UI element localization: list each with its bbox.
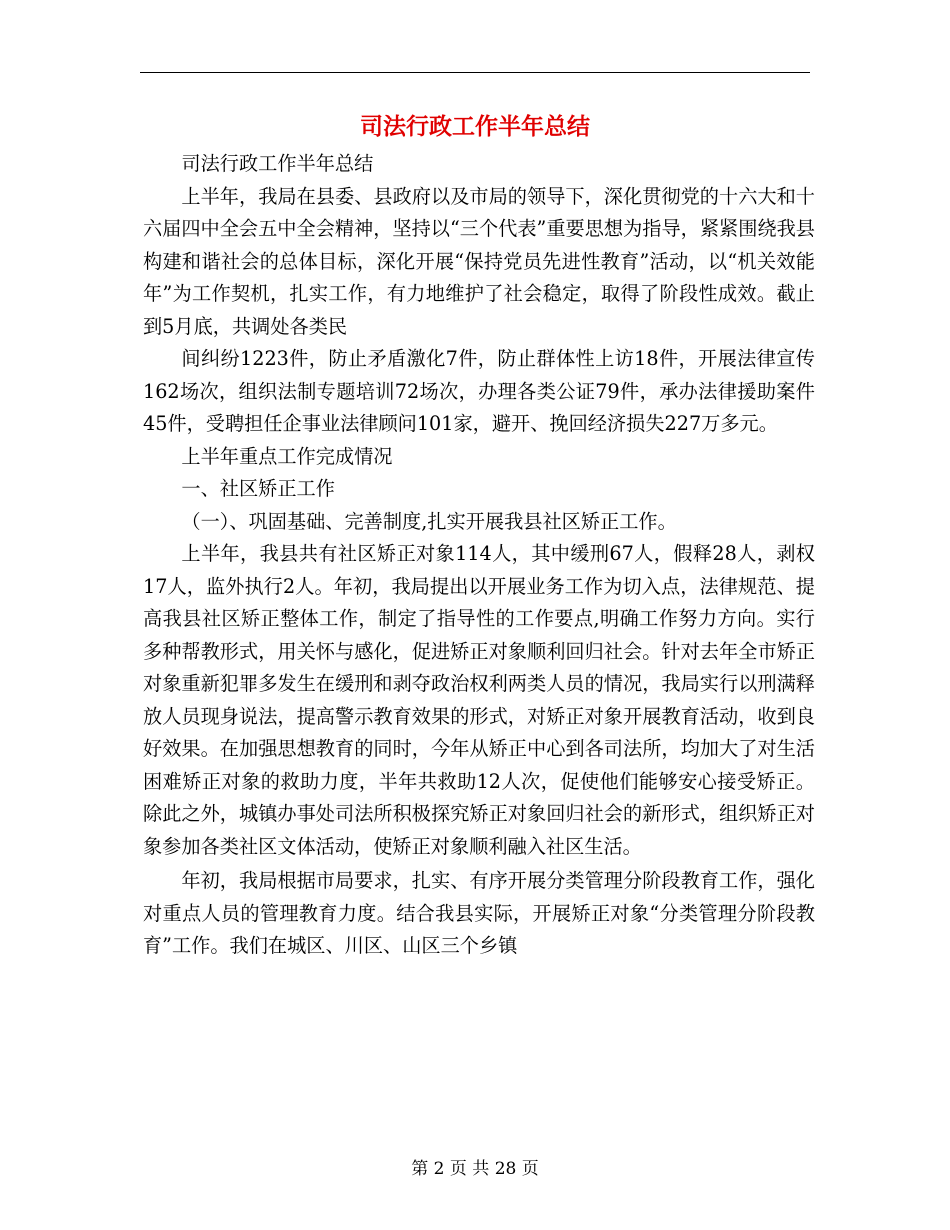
paragraph-subheading-1: （一）、巩固基础、完善制度,扎实开展我县社区矫正工作。 <box>181 509 677 533</box>
paragraph-subtitle: 司法行政工作半年总结 <box>181 152 374 175</box>
paragraph-statistics: 间纠纷1223件，防止矛盾激化7件，防止群体性上访18件，开展法律宣传162场次，组织法制专题培训72场次，办理各类公证79件，承办法律援助案件45件，受聘担任企事业法律顾问101家，避开、挽回经济损失227万多元。 <box>143 347 815 435</box>
document-title: 司法行政工作半年总结 <box>360 113 590 140</box>
paragraph-classification: 年初，我局根据市局要求，扎实、有序开展分类管理分阶段教育工作，强化对重点人员的管理教育力度。结合我县实际，开展矫正对象“分类管理分阶段教育”工作。我们在城区、川区、山区三个乡镇 <box>143 869 815 957</box>
header-rule <box>140 72 810 73</box>
paragraph-heading-key-work: 上半年重点工作完成情况 <box>181 444 393 468</box>
paragraph-intro: 上半年，我局在县委、县政府以及市局的领导下，深化贯彻党的十六大和十六届四中全会五中全会精神，坚持以“三个代表”重要思想为指导，紧紧围绕我县构建和谐社会的总体目标，深化开展“保持党员先进性教育”活动，以“机关效能年”为工作契机，扎实工作，有力地维护了社会稳定，取得了阶段性成效。截止到5月底，共调处各类民 <box>143 184 815 338</box>
document-body <box>143 148 815 963</box>
paragraph-community-correction: 上半年，我县共有社区矫正对象114人，其中缓刑67人，假释28人，剥权17人，监外执行2人。年初，我局提出以开展业务工作为切入点，法律规范、提高我县社区矫正整体工作，制定了指导性的工作要点,明确工作努力方向。实行多种帮教形式，用关怀与感化，促进矫正对象顺利回归社会。针对去年全市矫正对象重新犯罪多发生在缓刑和剥夺政治权利两类人员的情况，我局实行以刑满释放人员现身说法，提高警示教育效果的形式，对矫正对象开展教育活动，收到良好效果。在加强思想教育的同时，今年从矫正中心到各司法所，均加大了对生活困难矫正对象的救助力度，半年共救助12人次，促使他们能够安心接受矫正。除此之外，城镇办事处司法所积极探究矫正对象回归社会的新形式，组织矫正对象参加各类社区文体活动，使矫正对象顺利融入社区生活。 <box>143 542 815 858</box>
page-footer: 第 2 页 共 28 页 <box>411 1159 539 1179</box>
paragraph-heading-community-correction: 一、社区矫正工作 <box>181 477 335 500</box>
